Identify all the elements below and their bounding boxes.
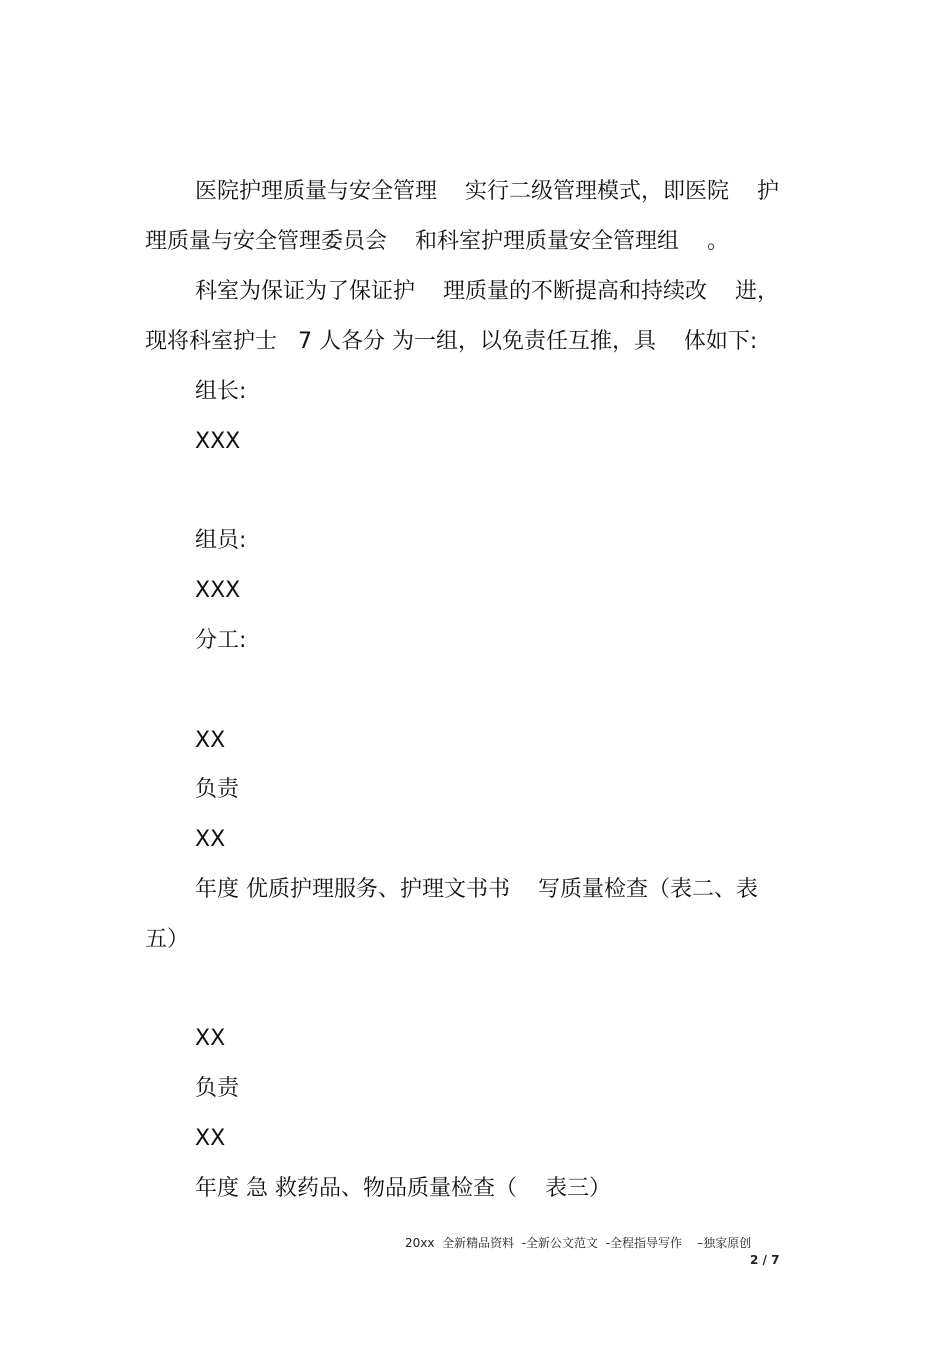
member-label: 组员:: [195, 528, 247, 553]
division-label: 分工:: [195, 628, 247, 653]
paragraph-1-line-1: 医院护理质量与安全管理 实行二级管理模式，即医院 护: [195, 179, 779, 204]
duty-1-year: XX: [195, 827, 226, 852]
duty-1-name: XX: [195, 728, 226, 753]
paragraph-1-line-2: 理质量与安全管理委员会 和科室护理质量安全管理组 。: [145, 229, 729, 254]
page-number: 2 / 7: [750, 1253, 780, 1267]
footer-text: 20xx 全新精品资料 -全新公文范文 -全程指导写作 –独家原创: [405, 1236, 752, 1250]
member-name: XXX: [195, 578, 241, 603]
duty-2-verb: 负责: [195, 1076, 240, 1101]
paragraph-2-line-1: 科室为保证为了保证护 理质量的不断提高和持续改 进，: [195, 279, 779, 304]
duty-2-year: XX: [195, 1126, 226, 1151]
duty-1-task-line-2: 五）: [145, 927, 190, 952]
leader-name: XXX: [195, 429, 241, 454]
duty-1-task-line-1: 年度 优质护理服务、护理文书书 写质量检查（表二、表: [195, 877, 758, 902]
leader-label: 组长:: [195, 379, 247, 404]
duty-2-name: XX: [195, 1026, 226, 1051]
duty-2-task: 年度 急 救药品、物品质量检查（ 表三）: [195, 1176, 611, 1201]
duty-1-verb: 负责: [195, 777, 240, 802]
paragraph-2-line-2: 现将科室护士 7 人各分 为一组，以免责任互推，具 体如下:: [145, 329, 758, 354]
